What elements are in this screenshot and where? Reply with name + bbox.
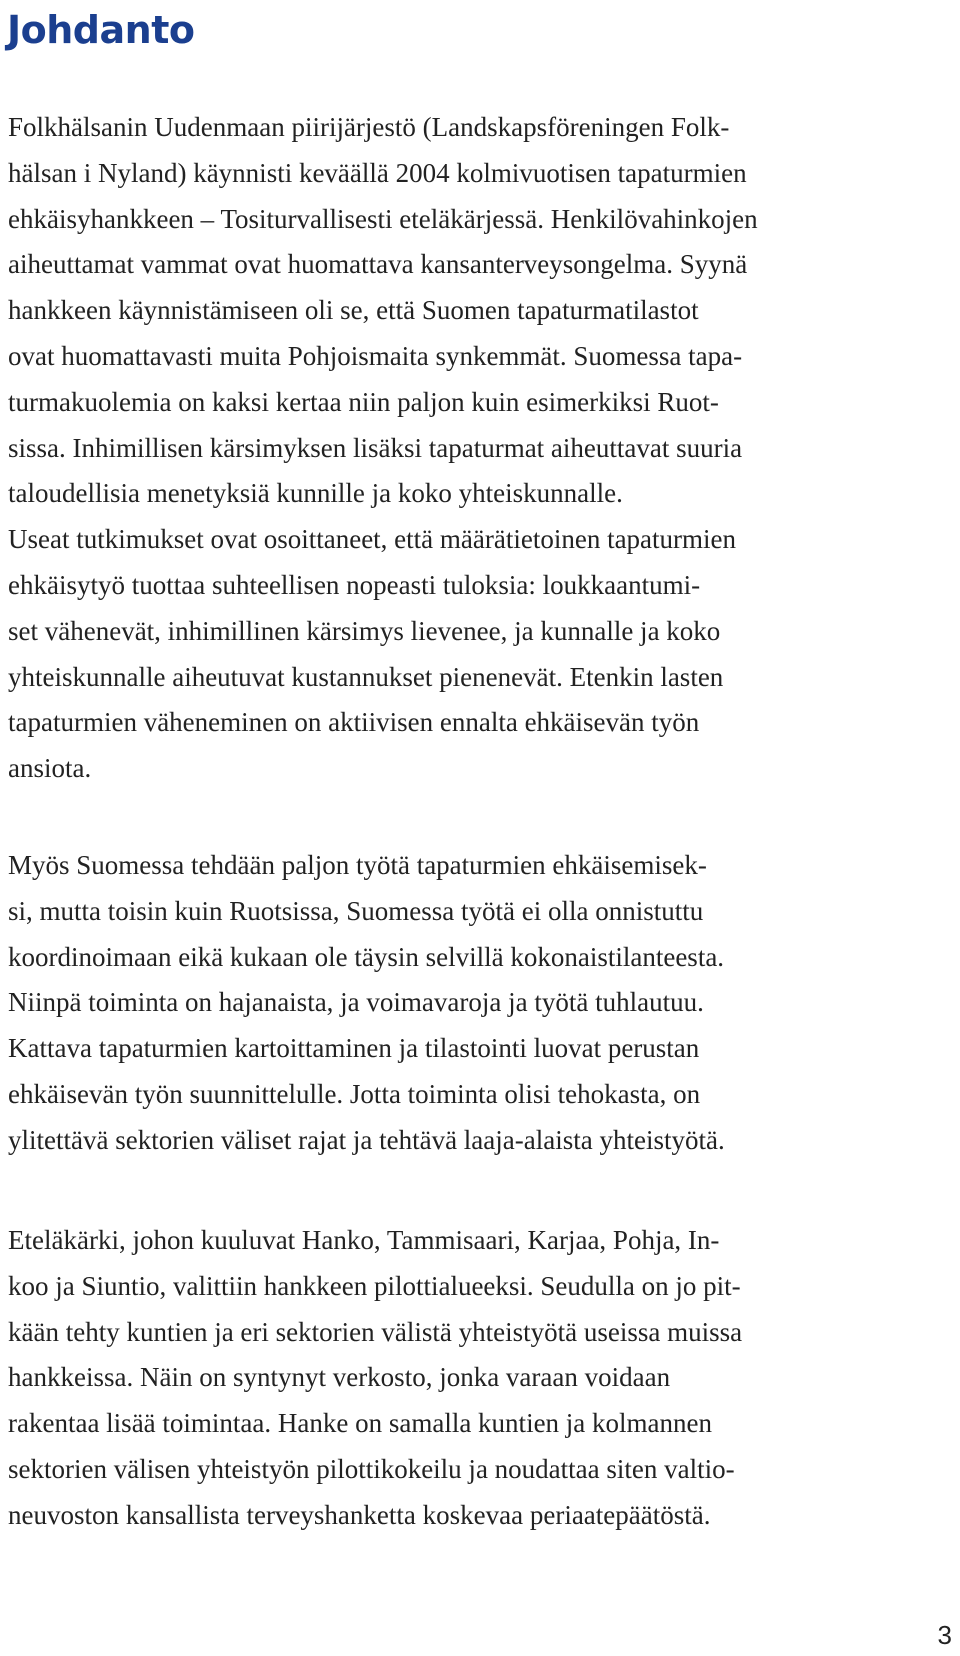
- text-line: Myös Suomessa tehdään paljon työtä tapaturmien ehkäisemisek-: [8, 850, 707, 880]
- text-line: ansiota.: [8, 753, 92, 784]
- text-line: hälsan i Nyland) käynnisti keväällä 2004 kolmivuotisen tapaturmien: [8, 157, 747, 188]
- text-line: ehkäisevän työn suunnittelulle. Jotta toiminta olisi tehokasta, on: [8, 1078, 701, 1109]
- text-line: kään tehty kuntien ja eri sektorien välistä yhteistyötä useissa muissa: [8, 1316, 743, 1347]
- text-line: sektorien välisen yhteistyön pilottikokeilu ja noudattaa siten valtio-: [8, 1453, 735, 1484]
- text-line: Niinpä toiminta on hajanaista, ja voimavaroja ja työtä tuhlautuu.: [8, 987, 704, 1018]
- paragraph-3: [8, 1218, 952, 1539]
- text-line: Folkhälsanin Uudenmaan piirijärjestö (Landskapsföreningen Folk-: [8, 112, 730, 142]
- text-line: hankkeen käynnistämiseen oli se, että Suomen tapaturmatilastot: [8, 295, 699, 326]
- paragraph-2: [8, 843, 952, 1164]
- page-title: Johdanto: [7, 8, 195, 52]
- text-line: Kattava tapaturmien kartoittaminen ja tilastointi luovat perustan: [8, 1033, 700, 1064]
- text-line: tapaturmien väheneminen on aktiivisen ennalta ehkäisevän työn: [8, 707, 700, 738]
- text-line: Eteläkärki, johon kuuluvat Hanko, Tammisaari, Karjaa, Pohja, In-: [8, 1225, 720, 1255]
- text-line: si, mutta toisin kuin Ruotsissa, Suomessa työtä ei olla onnistuttu: [8, 895, 704, 926]
- text-line: sissa. Inhimillisen kärsimyksen lisäksi tapaturmat aiheuttavat suuria: [8, 432, 743, 463]
- text-line: ovat huomattavasti muita Pohjoismaita synkemmät. Suomessa tapa-: [8, 340, 743, 371]
- text-line: koordinoimaan eikä kukaan ole täysin selvillä kokonaistilanteesta.: [8, 941, 725, 972]
- text-line: neuvoston kansallista terveyshanketta koskevaa periaatepäätöstä.: [8, 1499, 711, 1530]
- text-line: ehkäisytyö tuottaa suhteellisen nopeasti tuloksia: loukkaantumi-: [8, 569, 701, 600]
- text-line: yhteiskunnalle aiheutuvat kustannukset pienenevät. Etenkin lasten: [8, 661, 724, 692]
- page-number: 3: [937, 1620, 952, 1650]
- text-line: rakentaa lisää toimintaa. Hanke on samalla kuntien ja kolmannen: [8, 1408, 713, 1439]
- text-line: set vähenevät, inhimillinen kärsimys lievenee, ja kunnalle ja koko: [8, 615, 721, 646]
- text-line: ylitettävä sektorien väliset rajat ja tehtävä laaja-alaista yhteistyötä.: [8, 1124, 725, 1155]
- text-line: ehkäisyhankkeen – Tositurvallisesti eteläkärjessä. Henkilövahinkojen: [8, 203, 758, 234]
- paragraph-1: [8, 105, 952, 792]
- text-line: aiheuttamat vammat ovat huomattava kansanterveysongelma. Syynä: [8, 249, 748, 280]
- text-line: koo ja Siuntio, valittiin hankkeen pilottialueeksi. Seudulla on jo pit-: [8, 1270, 741, 1301]
- text-line: Useat tutkimukset ovat osoittaneet, että määrätietoinen tapaturmien: [8, 524, 737, 555]
- text-line: turmakuolemia on kaksi kertaa niin paljon kuin esimerkiksi Ruot-: [8, 386, 719, 417]
- text-line: hankkeissa. Näin on syntynyt verkosto, jonka varaan voidaan: [8, 1362, 671, 1393]
- text-line: taloudellisia menetyksiä kunnille ja koko yhteiskunnalle.: [8, 478, 623, 509]
